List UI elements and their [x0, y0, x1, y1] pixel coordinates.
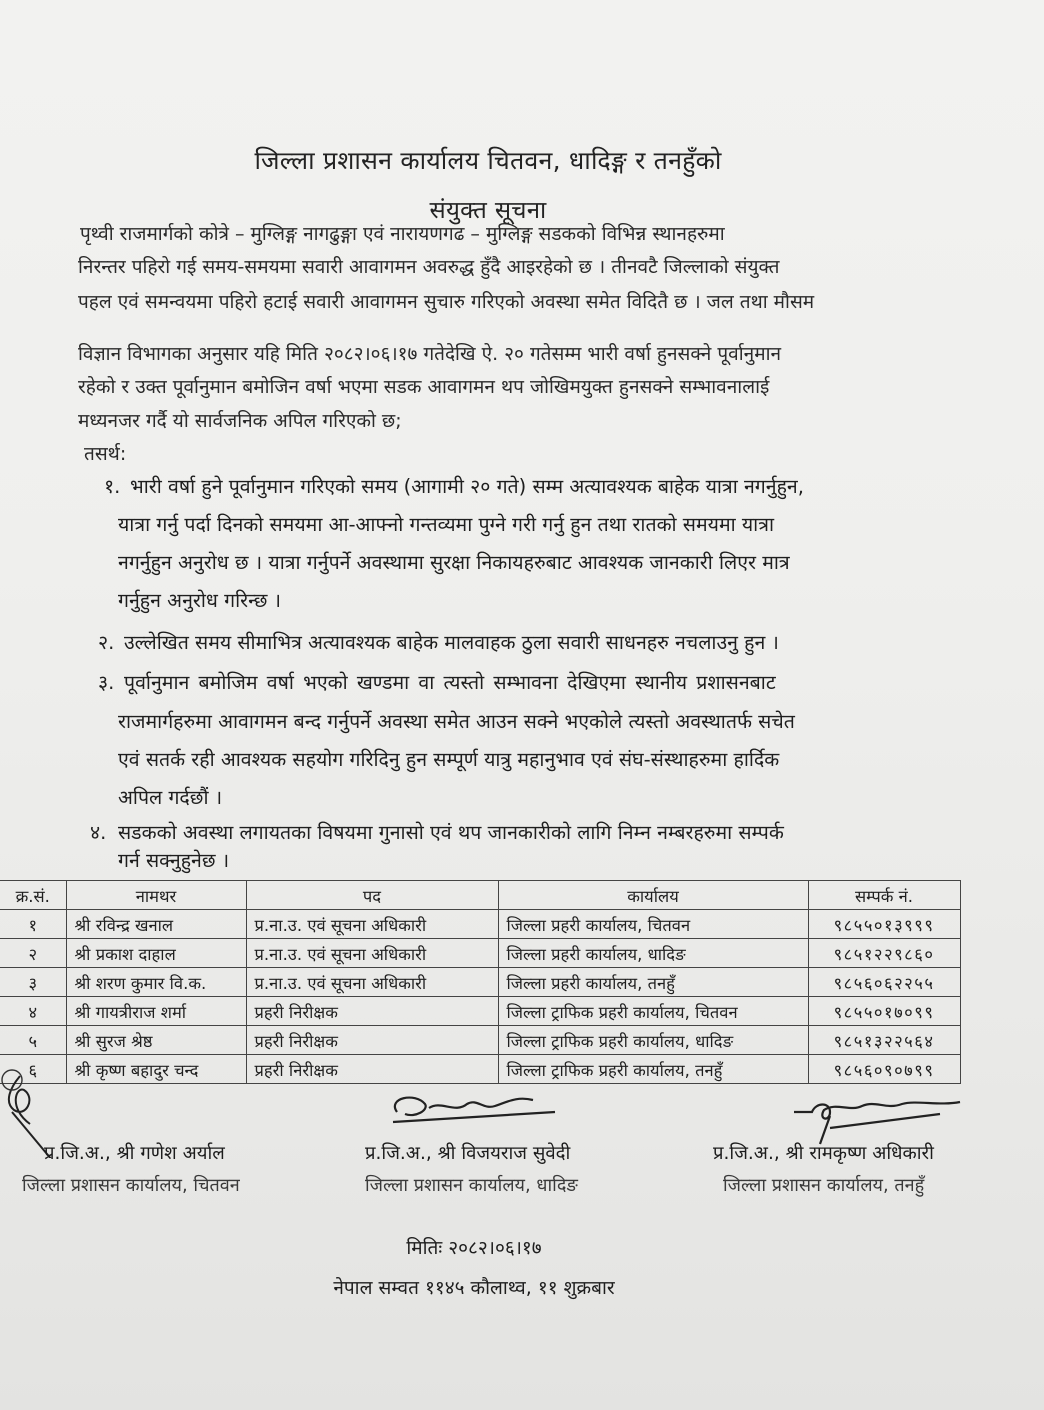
header-post: पद	[246, 881, 498, 910]
cell-serial: ३	[0, 968, 66, 997]
intro-line: निरन्तर पहिरो गई समय-समयमा सवारी आवागमन अवरुद्ध हुँदै आइरहेको छ । तीनवटै जिल्लाको संयुक्त	[78, 256, 780, 278]
signatory-chitwan	[22, 1140, 240, 1197]
header-contact: सम्पर्क नं.	[808, 881, 960, 910]
header-serial: क्र.सं.	[0, 881, 66, 910]
item-line: अपिल गर्दछौं ।	[118, 786, 223, 809]
table-row	[0, 939, 960, 968]
item-line: गर्न सक्नुहुनेछ ।	[118, 849, 230, 872]
intro-line: पृथ्वी राजमार्गको कोत्रे – मुग्लिङ्ग नागढुङ्गा एवं नारायणगढ – मुग्लिङ्ग सडकको विभिन्न स्थानहरुमा	[80, 223, 725, 245]
cell-phone: ९८५६०९०७९९	[808, 1055, 960, 1084]
cell-name: श्री गायत्रीराज शर्मा	[66, 997, 246, 1026]
item-line: सडकको अवस्था लगायतका विषयमा गुनासो एवं थप जानकारीको लागि निम्न नम्बरहरुमा सम्पर्क	[118, 821, 784, 844]
cell-post: प्रहरी निरीक्षक	[246, 1026, 498, 1055]
cell-name: श्री प्रकाश दाहाल	[66, 939, 246, 968]
intro-line: विज्ञान विभागका अनुसार यहि मिति २०८२।०६।१७ गतेदेखि ऐ. २० गतेसम्म भारी वर्षा हुनसक्ने पूर्वानुमान	[78, 343, 782, 365]
cell-name: श्री कृष्ण बहादुर चन्द	[66, 1055, 246, 1084]
table-row	[0, 1026, 960, 1055]
notice-subtitle: संयुक्त सूचना	[429, 196, 547, 224]
cell-post: प्रहरी निरीक्षक	[246, 1055, 498, 1084]
table-row	[0, 1055, 960, 1084]
notice-date: मितिः २०८२।०६।१७	[406, 1237, 542, 1259]
cell-office: जिल्ला ट्राफिक प्रहरी कार्यालय, धादिङ	[498, 1026, 808, 1055]
cell-post: प्र.ना.उ. एवं सूचना अधिकारी	[246, 968, 498, 997]
item-line: पूर्वानुमान बमोजिम वर्षा भएको खण्डमा वा त्यस्तो सम्भावना देखिएमा स्थानीय प्रशासनबाट	[124, 671, 776, 694]
cell-phone: ९८५१२२९८६०	[808, 939, 960, 968]
table-row	[0, 910, 960, 939]
signatory-tanahun	[713, 1140, 934, 1197]
cell-phone: ९८५५०१३९९९	[808, 910, 960, 939]
cell-office: जिल्ला प्रहरी कार्यालय, चितवन	[498, 910, 808, 939]
cell-serial: २	[0, 939, 66, 968]
cell-post: प्र.ना.उ. एवं सूचना अधिकारी	[246, 910, 498, 939]
item-number: २.	[98, 631, 115, 654]
cell-post: प्रहरी निरीक्षक	[246, 997, 498, 1026]
table-header-row	[0, 881, 960, 910]
intro-line: मध्यनजर गर्दै यो सार्वजनिक अपिल गरिएको छ;	[78, 410, 402, 432]
header-name: नामथर	[66, 881, 246, 910]
signatory-name: प्र.जि.अ., श्री गणेश अर्याल	[44, 1143, 225, 1164]
item-number: ४.	[90, 821, 107, 844]
signatory-dhading	[365, 1140, 578, 1197]
item-line: एवं सतर्क रही आवश्यक सहयोग गरिदिनु हुन सम्पूर्ण यात्रु महानुभाव एवं संघ-संस्थाहरुमा हार्दिक	[118, 748, 780, 771]
signatory-office: जिल्ला प्रशासन कार्यालय, तनहुँ	[723, 1175, 925, 1196]
cell-phone: ९८५६०६२२५५	[808, 968, 960, 997]
signatory-office: जिल्ला प्रशासन कार्यालय, धादिङ	[365, 1175, 578, 1196]
table-row	[0, 968, 960, 997]
cell-serial: ६	[0, 1055, 66, 1084]
intro-line: रहेको र उक्त पूर्वानुमान बमोजिन वर्षा भएमा सडक आवागमन थप जोखिमयुक्त हुनसक्ने सम्भावनालाई	[78, 376, 770, 398]
cell-office: जिल्ला प्रहरी कार्यालय, तनहुँ	[498, 968, 808, 997]
notice-title: जिल्ला प्रशासन कार्यालय चितवन, धादिङ्ग र तनहुँको	[254, 146, 722, 175]
cell-phone: ९८५१३२२५६४	[808, 1026, 960, 1055]
item-number: १.	[104, 475, 121, 498]
cell-serial: ४	[0, 997, 66, 1026]
cell-office: जिल्ला ट्राफिक प्रहरी कार्यालय, चितवन	[498, 997, 808, 1026]
item-number: ३.	[98, 671, 115, 694]
cell-serial: ५	[0, 1026, 66, 1055]
cell-post: प्र.ना.उ. एवं सूचना अधिकारी	[246, 939, 498, 968]
cell-phone: ९८५५०१७०९९	[808, 997, 960, 1026]
nepal-sambat-date: नेपाल सम्वत ११४५ कौलाथ्व, ११ शुक्रबार	[333, 1277, 615, 1299]
item-line: राजमार्गहरुमा आवागमन बन्द गर्नुपर्ने अवस्था समेत आउन सक्ने भएकोले त्यस्तो अवस्थातर्फ सचेत	[118, 710, 795, 733]
table-row	[0, 997, 960, 1026]
item-line: भारी वर्षा हुने पूर्वानुमान गरिएको समय (आगामी २० गते) सम्म अत्यावश्यक बाहेक यात्रा नगर्नुहुन,	[130, 475, 804, 498]
signatory-name: प्र.जि.अ., श्री रामकृष्ण अधिकारी	[713, 1143, 934, 1164]
intro-line: पहल एवं समन्वयमा पहिरो हटाई सवारी आवागमन सुचारु गरिएको अवस्था समेत विदितै छ । जल तथा मौसम	[78, 291, 815, 313]
signatory-office: जिल्ला प्रशासन कार्यालय, चितवन	[22, 1175, 240, 1196]
cell-name: श्री शरण कुमार वि.क.	[66, 968, 246, 997]
cell-office: जिल्ला प्रहरी कार्यालय, धादिङ	[498, 939, 808, 968]
contacts-table	[0, 880, 961, 1084]
signatory-name: प्र.जि.अ., श्री विजयराज सुवेदी	[365, 1143, 571, 1164]
header-office: कार्यालय	[498, 881, 808, 910]
cell-serial: १	[0, 910, 66, 939]
item-line: यात्रा गर्नु पर्दा दिनको समयमा आ-आफ्नो गन्तव्यमा पुग्ने गरी गर्नु हुन तथा रातको समयमा यात्रा	[118, 513, 775, 536]
item-line: नगर्नुहुन अनुरोध छ । यात्रा गर्नुपर्ने अवस्थामा सुरक्षा निकायहरुबाट आवश्यक जानकारी लिएर मात्र	[118, 551, 790, 574]
cell-name: श्री रविन्द्र खनाल	[66, 910, 246, 939]
item-line: गर्नुहुन अनुरोध गरिन्छ ।	[118, 589, 281, 612]
cell-name: श्री सुरज श्रेष्ठ	[66, 1026, 246, 1055]
cell-office: जिल्ला ट्राफिक प्रहरी कार्यालय, तनहुँ	[498, 1055, 808, 1084]
item-line: उल्लेखित समय सीमाभित्र अत्यावश्यक बाहेक मालवाहक ठुला सवारी साधनहरु नचलाउनु हुन ।	[124, 631, 779, 654]
signature-scribble-2	[385, 1090, 565, 1132]
therefore-label: तसर्थ:	[84, 443, 127, 465]
